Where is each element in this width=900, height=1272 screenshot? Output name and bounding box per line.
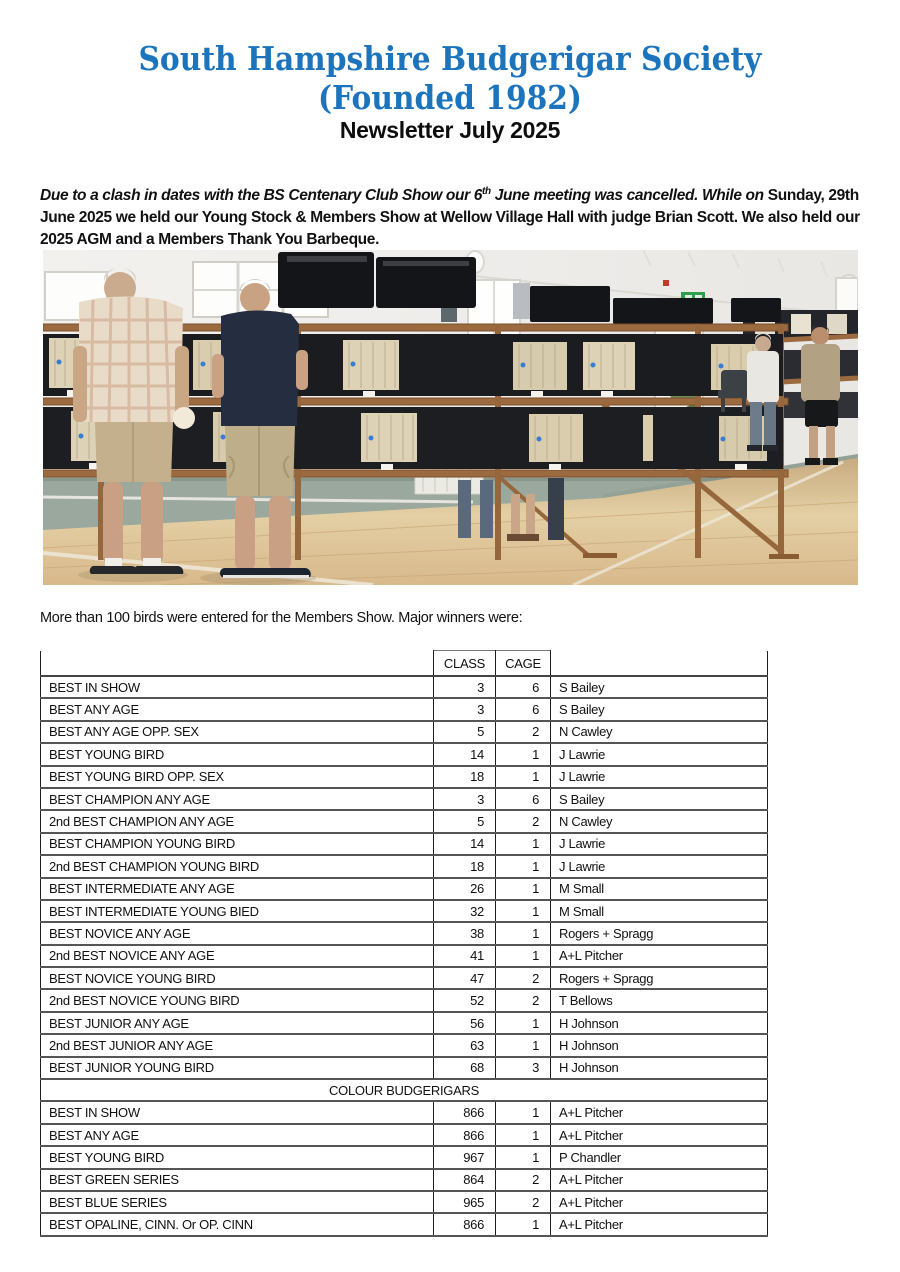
class-cell: 866 (434, 1213, 496, 1235)
category-cell: BEST IN SHOW (41, 1101, 434, 1123)
cage-cell: 1 (496, 766, 551, 788)
category-cell: 2nd BEST NOVICE YOUNG BIRD (41, 989, 434, 1011)
class-cell: 967 (434, 1146, 496, 1168)
category-cell: BEST OPALINE, CINN. Or OP. CINN (41, 1213, 434, 1235)
table-row (41, 1034, 768, 1056)
category-cell: 2nd BEST NOVICE ANY AGE (41, 945, 434, 967)
class-cell: 26 (434, 878, 496, 900)
intro-regular-part: Sunday, 29th June 2025 we held our Young Stock & Members Show at Wellow Village Hall with judge Brian Scott. We also held our 2025 AGM and a Members Thank You Barbeque. (40, 186, 860, 248)
table-row (41, 989, 768, 1011)
table-row (41, 922, 768, 944)
cage-cell: 1 (496, 743, 551, 765)
table-caption: More than 100 birds were entered for the Members Show. Major winners were: (40, 610, 523, 626)
table-row (41, 900, 768, 922)
cage-cell: 1 (496, 1124, 551, 1146)
section-header-row (41, 1079, 768, 1101)
table-row (41, 1169, 768, 1191)
table-header-row (41, 651, 768, 677)
winner-cell: A+L Pitcher (551, 945, 768, 967)
winner-cell: S Bailey (551, 698, 768, 720)
cage-cell: 1 (496, 1101, 551, 1123)
cage-cell: 2 (496, 810, 551, 832)
winner-cell: H Johnson (551, 1012, 768, 1034)
show-hall-photo-graphic (43, 250, 858, 585)
category-cell: BEST ANY AGE (41, 698, 434, 720)
category-cell: 2nd BEST JUNIOR ANY AGE (41, 1034, 434, 1056)
winner-cell: A+L Pitcher (551, 1169, 768, 1191)
class-cell: 18 (434, 855, 496, 877)
cage-cell: 1 (496, 900, 551, 922)
table-row (41, 766, 768, 788)
category-cell: BEST IN SHOW (41, 676, 434, 698)
class-cell: 3 (434, 676, 496, 698)
class-cell: 5 (434, 721, 496, 743)
cage-cell: 1 (496, 1146, 551, 1168)
cage-cell: 1 (496, 855, 551, 877)
winner-cell: S Bailey (551, 788, 768, 810)
header-cage-cell: CAGE (496, 651, 551, 677)
class-cell: 56 (434, 1012, 496, 1034)
class-cell: 63 (434, 1034, 496, 1056)
intro-paragraph (40, 185, 874, 251)
table-row (41, 788, 768, 810)
winner-cell: Rogers + Spragg (551, 967, 768, 989)
results-table-body (41, 651, 768, 1236)
cage-cell: 1 (496, 833, 551, 855)
cage-cell: 1 (496, 1012, 551, 1034)
table-row (41, 1057, 768, 1079)
class-cell: 14 (434, 743, 496, 765)
category-cell: BEST BLUE SERIES (41, 1191, 434, 1213)
class-cell: 866 (434, 1101, 496, 1123)
winner-cell: P Chandler (551, 1146, 768, 1168)
class-cell: 32 (434, 900, 496, 922)
winner-cell: H Johnson (551, 1034, 768, 1056)
winner-cell: M Small (551, 878, 768, 900)
intro-italic-part1: Due to a clash in dates with the BS Centenary Club Show our 6 (40, 186, 483, 204)
table-row (41, 945, 768, 967)
class-cell: 14 (434, 833, 496, 855)
cage-cell: 2 (496, 721, 551, 743)
header-winner-cell (551, 651, 768, 677)
winner-cell: J Lawrie (551, 766, 768, 788)
category-cell: 2nd BEST CHAMPION ANY AGE (41, 810, 434, 832)
table-row (41, 721, 768, 743)
class-cell: 41 (434, 945, 496, 967)
table-row (41, 698, 768, 720)
class-cell: 38 (434, 922, 496, 944)
class-cell: 866 (434, 1124, 496, 1146)
cage-cell: 1 (496, 1034, 551, 1056)
page-title: South Hampshire Budgerigar Society (138, 39, 762, 78)
category-cell: BEST CHAMPION YOUNG BIRD (41, 833, 434, 855)
intro-italic-part2: June meeting was cancelled. While on (490, 186, 768, 204)
winner-cell: N Cawley (551, 721, 768, 743)
category-cell: BEST YOUNG BIRD (41, 743, 434, 765)
cage-cell: 1 (496, 922, 551, 944)
class-cell: 3 (434, 788, 496, 810)
header-class-cell: CLASS (434, 651, 496, 677)
category-cell: BEST NOVICE ANY AGE (41, 922, 434, 944)
cage-cell: 2 (496, 967, 551, 989)
winner-cell: T Bellows (551, 989, 768, 1011)
table-row (41, 743, 768, 765)
table-row (41, 676, 768, 698)
cage-cell: 1 (496, 1213, 551, 1235)
table-row (41, 1012, 768, 1034)
table-row (41, 1191, 768, 1213)
table-row (41, 833, 768, 855)
table-row (41, 1146, 768, 1168)
class-cell: 47 (434, 967, 496, 989)
section-header-cell: COLOUR BUDGERIGARS (41, 1079, 768, 1101)
cage-cell: 6 (496, 698, 551, 720)
header-empty-cell (41, 651, 434, 677)
cage-cell: 3 (496, 1057, 551, 1079)
category-cell: BEST NOVICE YOUNG BIRD (41, 967, 434, 989)
winner-cell: H Johnson (551, 1057, 768, 1079)
winner-cell: Rogers + Spragg (551, 922, 768, 944)
class-cell: 3 (434, 698, 496, 720)
winner-cell: J Lawrie (551, 833, 768, 855)
table-row (41, 967, 768, 989)
cage-cell: 2 (496, 1191, 551, 1213)
category-cell: 2nd BEST CHAMPION YOUNG BIRD (41, 855, 434, 877)
class-cell: 18 (434, 766, 496, 788)
class-cell: 965 (434, 1191, 496, 1213)
winner-cell: J Lawrie (551, 743, 768, 765)
category-cell: BEST GREEN SERIES (41, 1169, 434, 1191)
category-cell: BEST YOUNG BIRD (41, 1146, 434, 1168)
show-hall-photo (43, 250, 858, 585)
winners-table (40, 650, 768, 1237)
cage-cell: 1 (496, 878, 551, 900)
cage-cell: 2 (496, 1169, 551, 1191)
fire-alarm-icon (663, 280, 669, 286)
cage-cell: 1 (496, 945, 551, 967)
class-cell: 52 (434, 989, 496, 1011)
table-row (41, 855, 768, 877)
class-cell: 864 (434, 1169, 496, 1191)
cage-cell: 6 (496, 788, 551, 810)
category-cell: BEST INTERMEDIATE YOUNG BIED (41, 900, 434, 922)
category-cell: BEST ANY AGE (41, 1124, 434, 1146)
table-row (41, 1101, 768, 1123)
winner-cell: A+L Pitcher (551, 1101, 768, 1123)
winner-cell: A+L Pitcher (551, 1191, 768, 1213)
winner-cell: A+L Pitcher (551, 1124, 768, 1146)
table-row (41, 810, 768, 832)
founded-subtitle: (Founded 1982) (317, 78, 582, 117)
winner-cell: A+L Pitcher (551, 1213, 768, 1235)
category-cell: BEST JUNIOR YOUNG BIRD (41, 1057, 434, 1079)
class-cell: 68 (434, 1057, 496, 1079)
category-cell: BEST INTERMEDIATE ANY AGE (41, 878, 434, 900)
newsletter-date-title: Newsletter July 2025 (339, 117, 561, 143)
winner-cell: S Bailey (551, 676, 768, 698)
category-cell: BEST CHAMPION ANY AGE (41, 788, 434, 810)
table-row (41, 878, 768, 900)
intro-superscript: th (482, 185, 491, 197)
category-cell: BEST YOUNG BIRD OPP. SEX (41, 766, 434, 788)
class-cell: 5 (434, 810, 496, 832)
table-row (41, 1124, 768, 1146)
cage-cell: 6 (496, 676, 551, 698)
winner-cell: N Cawley (551, 810, 768, 832)
winner-cell: M Small (551, 900, 768, 922)
table-row (41, 1213, 768, 1235)
category-cell: BEST ANY AGE OPP. SEX (41, 721, 434, 743)
category-cell: BEST JUNIOR ANY AGE (41, 1012, 434, 1034)
cage-cell: 2 (496, 989, 551, 1011)
winner-cell: J Lawrie (551, 855, 768, 877)
